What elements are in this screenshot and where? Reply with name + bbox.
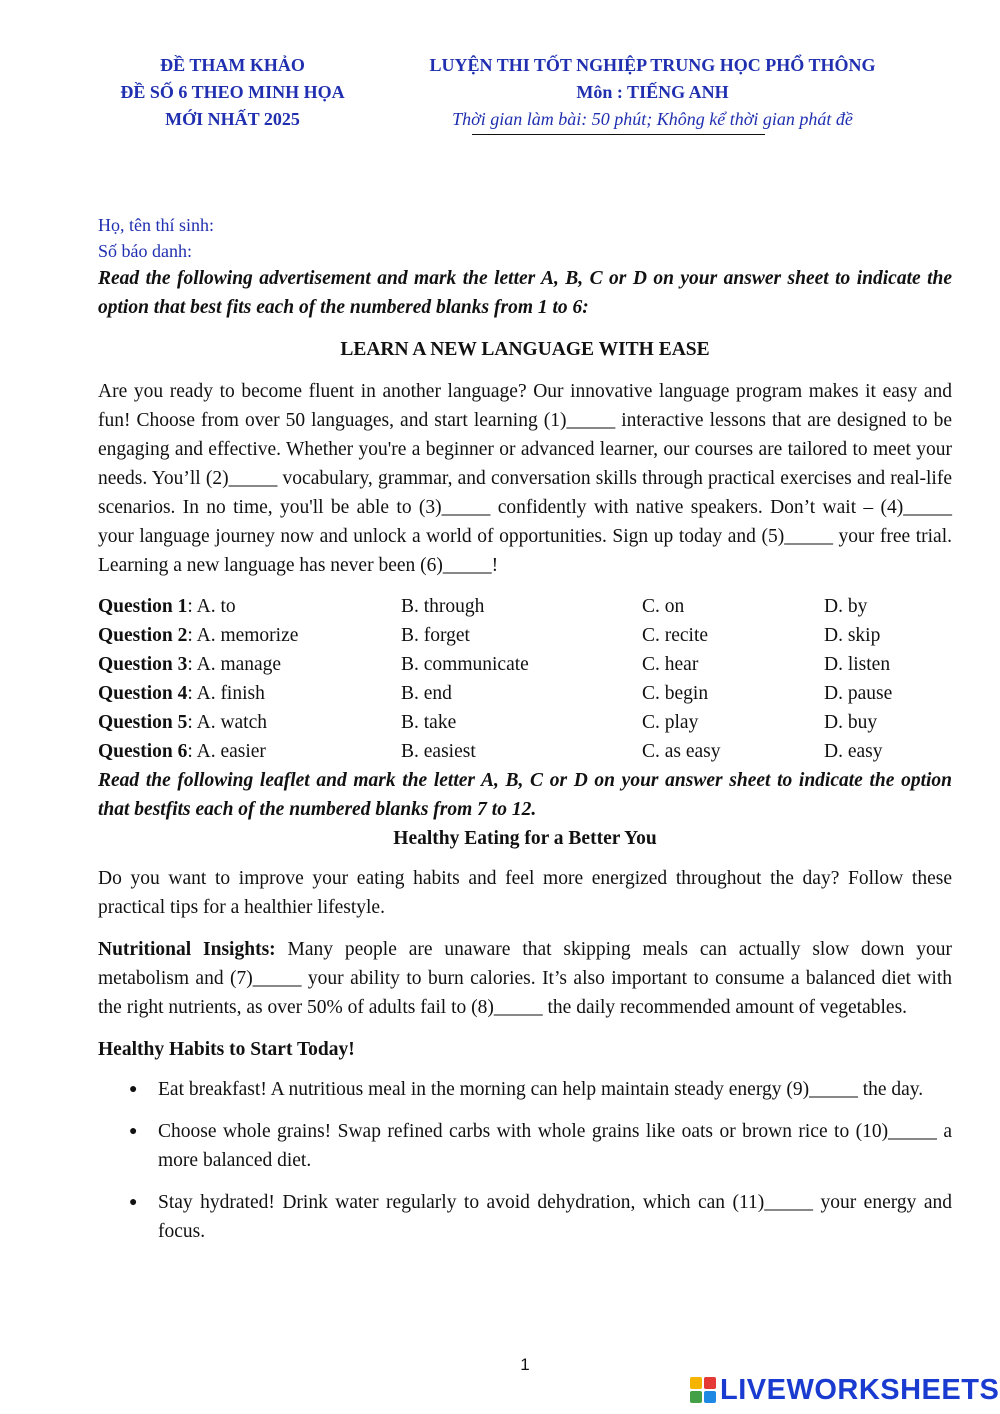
option-a: : A. watch	[187, 712, 267, 733]
exam-header-right	[380, 52, 925, 133]
question-row	[98, 708, 952, 737]
exam-year: MỚI NHẤT 2025	[165, 109, 300, 129]
question-row	[98, 737, 952, 766]
option-c: C. play	[642, 712, 699, 733]
option-a: : A. finish	[187, 683, 265, 704]
list-item	[98, 1075, 952, 1104]
option-a: : A. manage	[187, 654, 282, 675]
section1-title: LEARN A NEW LANGUAGE WITH EASE	[340, 339, 710, 360]
question-row	[98, 621, 952, 650]
question-label: Question 6	[98, 741, 188, 762]
liveworksheets-brand[interactable]	[690, 1374, 999, 1406]
exam-subject: Môn : TIẾNG ANH	[576, 82, 729, 102]
section1-passage: Are you ready to become fluent in another language? Our innovative language program makes it easy and fun! Choose from over 50 languages, and start learning (1)_____ interactive lessons that are designed to be engaging and effective. Whether you're a beginner or advanced learner, our courses are tailored to meet your needs. You’ll (2)_____ vocabulary, grammar, and conversation skills through practical exercises and real-life scenarios. In no time, you'll be able to (3)_____ confidently with native speakers. Don’t wait – (4)_____ your language journey now and unlock a world of opportunities. Sign up today and (5)_____ your free trial. Learning a new language has never been (6)_____!	[98, 381, 952, 576]
option-c: C. hear	[642, 654, 699, 675]
option-c: C. begin	[642, 683, 709, 704]
habits-title: Healthy Habits to Start Today!	[98, 1039, 355, 1060]
header-divider	[472, 134, 765, 135]
option-b: B. through	[401, 596, 485, 617]
option-a: : A. memorize	[187, 625, 299, 646]
bullet-icon: ●	[129, 1195, 138, 1210]
exam-duration: Thời gian làm bài: 50 phút; Không kể thời gian phát đề	[452, 109, 853, 129]
option-c: C. on	[642, 596, 685, 617]
insights-label: Nutritional Insights:	[98, 939, 276, 960]
question-label: Question 5	[98, 712, 188, 733]
brand-wordmark: LIVEWORKSHEETS	[720, 1373, 1000, 1406]
bullet-icon: ●	[129, 1082, 138, 1097]
question-row	[98, 650, 952, 679]
student-id-label: Số báo danh:	[98, 241, 192, 261]
option-d: D. listen	[824, 654, 891, 675]
page-number: 1	[520, 1355, 530, 1374]
option-d: D. skip	[824, 625, 881, 646]
liveworksheets-logo-icon	[690, 1377, 716, 1403]
bullet-icon: ●	[129, 1124, 138, 1139]
exam-title: LUYỆN THI TỐT NGHIỆP TRUNG HỌC PHỔ THÔNG	[429, 55, 876, 75]
option-d: D. buy	[824, 712, 878, 733]
list-item	[98, 1117, 952, 1175]
question-row	[98, 592, 952, 621]
tip-text: Stay hydrated! Drink water regularly to avoid dehydration, which can (11)_____ your energy and focus.	[158, 1192, 952, 1242]
exam-content	[98, 212, 952, 1259]
section2-insights	[98, 935, 952, 1022]
option-c: C. as easy	[642, 741, 721, 762]
option-b: B. end	[401, 683, 452, 704]
option-a: : A. easier	[187, 741, 266, 762]
option-d: D. pause	[824, 683, 893, 704]
question-label: Question 4	[98, 683, 188, 704]
option-c: C. recite	[642, 625, 709, 646]
option-b: B. forget	[401, 625, 470, 646]
exam-header-left	[90, 52, 375, 133]
question-row	[98, 679, 952, 708]
question-label: Question 2	[98, 625, 188, 646]
list-item	[98, 1188, 952, 1246]
tip-text: Choose whole grains! Swap refined carbs with whole grains like oats or brown rice to (10)_____ a more balanced diet.	[158, 1121, 952, 1171]
option-d: D. by	[824, 596, 868, 617]
question-label: Question 3	[98, 654, 188, 675]
section2-intro: Do you want to improve your eating habits and feel more energized throughout the day? Follow these practical tips for a healthier lifestyle.	[98, 868, 952, 918]
option-b: B. easiest	[401, 741, 476, 762]
option-d: D. easy	[824, 741, 883, 762]
habits-list	[98, 1075, 952, 1246]
option-b: B. take	[401, 712, 457, 733]
option-b: B. communicate	[401, 654, 529, 675]
question-label: Question 1	[98, 596, 188, 617]
insights-text: Many people are unaware that skipping meals can actually slow down your metabolism and (7)_____ your ability to burn calories. It’s also important to consume a balanced diet with the right nutrients, as over 50% of adults fail to (8)_____ the daily recommended amount of vegetables.	[98, 939, 952, 1018]
section2-instruction: Read the following leaflet and mark the letter A, B, C or D on your answer sheet to indicate the option that bestfits each of the numbered blanks from 7 to 12.	[98, 770, 952, 820]
student-name-label: Họ, tên thí sinh:	[98, 215, 214, 235]
tip-text: Eat breakfast! A nutritious meal in the morning can help maintain steady energy (9)_____ the day.	[158, 1079, 924, 1100]
exam-type: ĐỀ THAM KHẢO	[160, 55, 305, 75]
question-table-1-6	[98, 592, 952, 766]
option-a: : A. to	[187, 596, 236, 617]
section2-title: Healthy Eating for a Better You	[393, 828, 657, 849]
section1-instruction: Read the following advertisement and mark the letter A, B, C or D on your answer sheet to indicate the option that best fits each of the numbered blanks from 1 to 6:	[98, 268, 952, 318]
exam-number: ĐỀ SỐ 6 THEO MINH HỌA	[120, 82, 345, 102]
